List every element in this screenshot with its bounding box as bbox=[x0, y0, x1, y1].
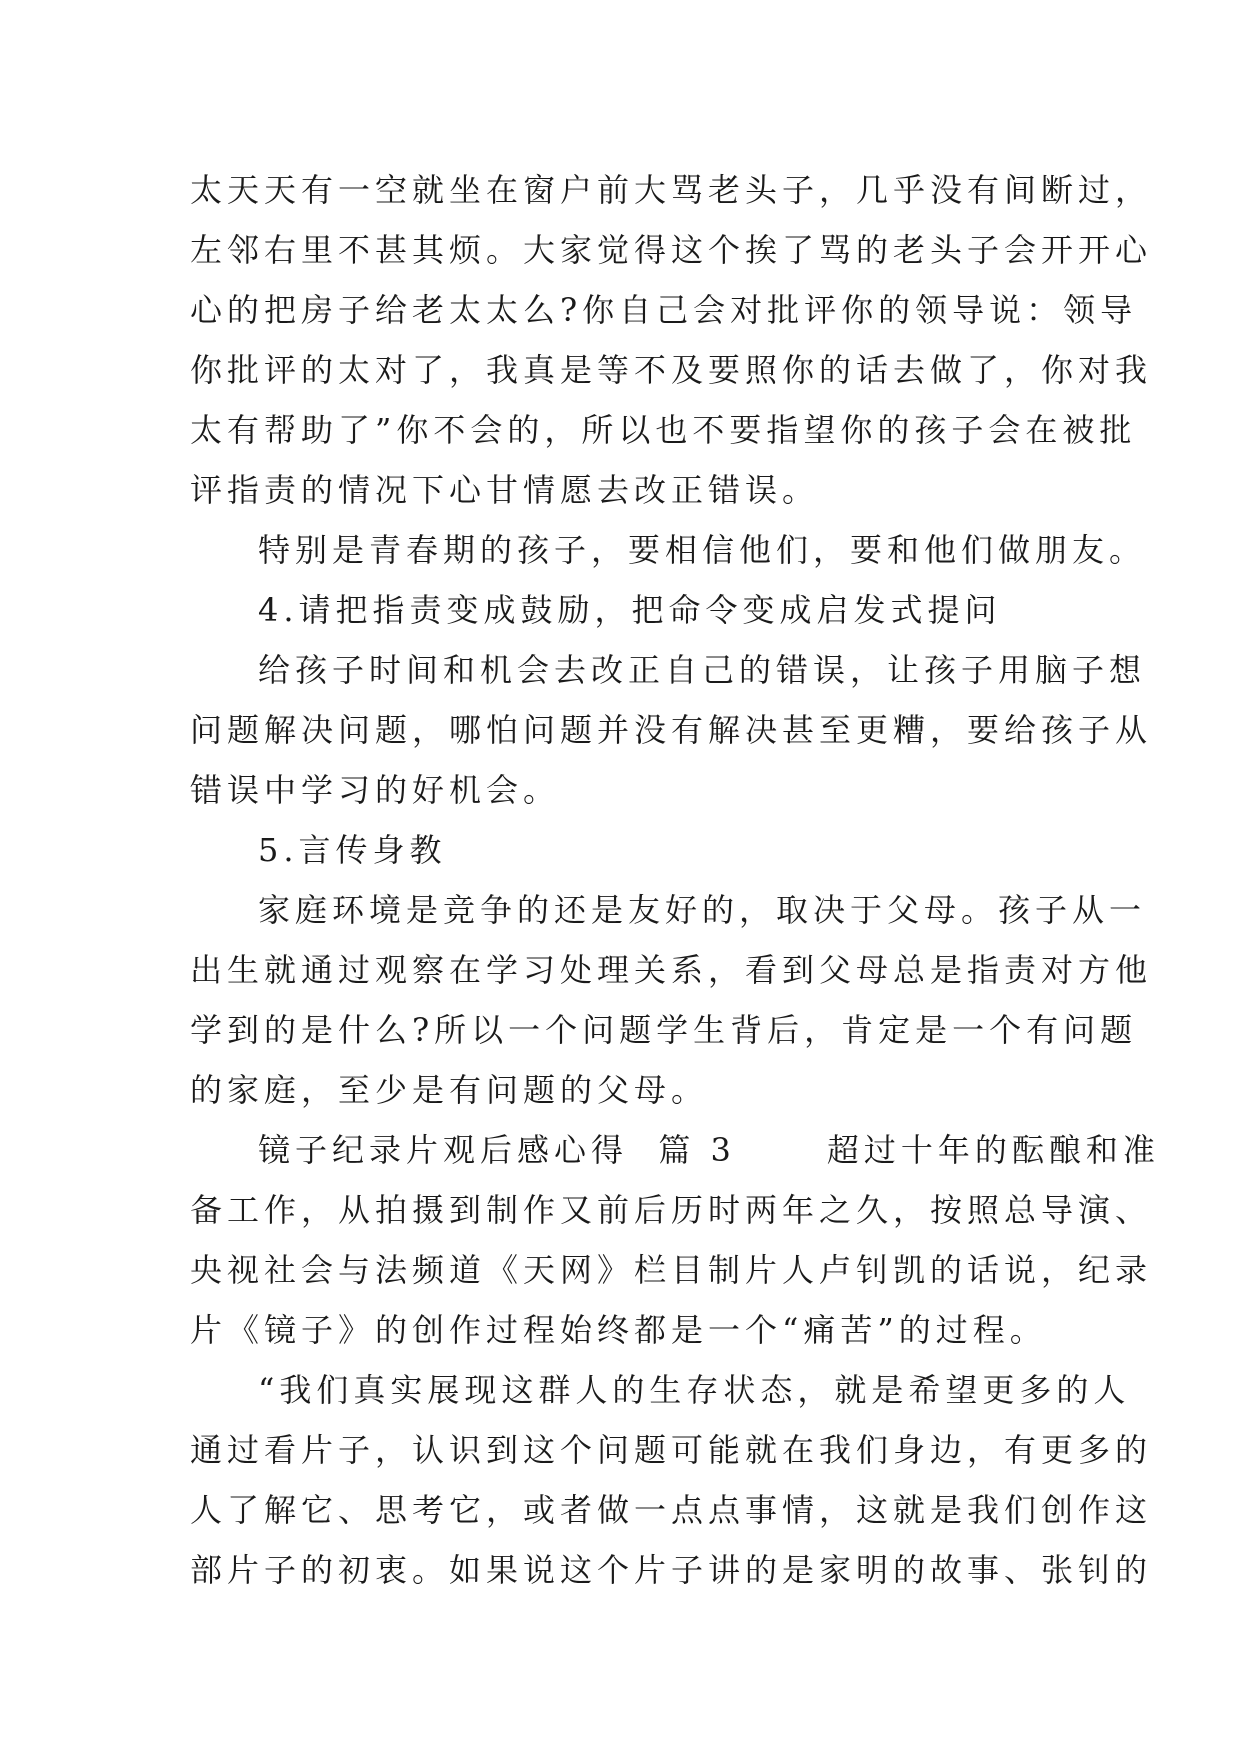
text-line: 左邻右里不甚其烦。大家觉得这个挨了骂的老头子会开开心 bbox=[190, 231, 1153, 269]
article-heading: 镜子纪录片观后感心得 篇 3 超过十年的酝酿和准 bbox=[258, 1131, 1160, 1169]
text-line: 太天天有一空就坐在窗户前大骂老头子，几乎没有间断过， bbox=[190, 171, 1153, 209]
text-line: 部片子的初衷。如果说这个片子讲的是家明的故事、张钊的 bbox=[190, 1551, 1153, 1589]
text-line: 学到的是什么?所以一个问题学生背后，肯定是一个有问题 bbox=[190, 1011, 1138, 1049]
text-line: 通过看片子，认识到这个问题可能就在我们身边，有更多的 bbox=[190, 1431, 1153, 1469]
body-text bbox=[190, 160, 1160, 1600]
text-line: 人了解它、思考它，或者做一点点事情，这就是我们创作这 bbox=[190, 1491, 1153, 1529]
text-line: 给孩子时间和机会去改正自己的错误，让孩子用脑子想 bbox=[258, 651, 1147, 689]
text-line: 问题解决问题，哪怕问题并没有解决甚至更糟，要给孩子从 bbox=[190, 711, 1153, 749]
text-line: 备工作，从拍摄到制作又前后历时两年之久，按照总导演、 bbox=[190, 1191, 1153, 1229]
text-line: 太有帮助了”你不会的，所以也不要指望你的孩子会在被批 bbox=[190, 411, 1137, 449]
section-heading: 4.请把指责变成鼓励，把命令变成启发式提问 bbox=[258, 591, 1002, 629]
text-line: 家庭环境是竞争的还是友好的，取决于父母。孩子从一 bbox=[258, 891, 1147, 929]
text-line: 心的把房子给老太太么?你自己会对批评你的领导说：领导 bbox=[190, 291, 1138, 329]
text-line: 央视社会与法频道《天网》栏目制片人卢钊凯的话说，纪录 bbox=[190, 1251, 1153, 1289]
text-line: 评指责的情况下心甘情愿去改正错误。 bbox=[190, 471, 820, 509]
text-line: 错误中学习的好机会。 bbox=[190, 771, 561, 809]
text-line: 特别是青春期的孩子，要相信他们，要和他们做朋友。 bbox=[258, 531, 1147, 569]
text-line: 片《镜子》的创作过程始终都是一个“痛苦”的过程。 bbox=[190, 1311, 1047, 1349]
text-line: 你批评的太对了，我真是等不及要照你的话去做了，你对我 bbox=[190, 351, 1153, 389]
text-line: 出生就通过观察在学习处理关系，看到父母总是指责对方他 bbox=[190, 951, 1153, 989]
section-heading: 5.言传身教 bbox=[258, 831, 447, 869]
text-line: 的家庭，至少是有问题的父母。 bbox=[190, 1071, 709, 1109]
text-line: “我们真实展现这群人的生存状态，就是希望更多的人 bbox=[258, 1371, 1131, 1409]
